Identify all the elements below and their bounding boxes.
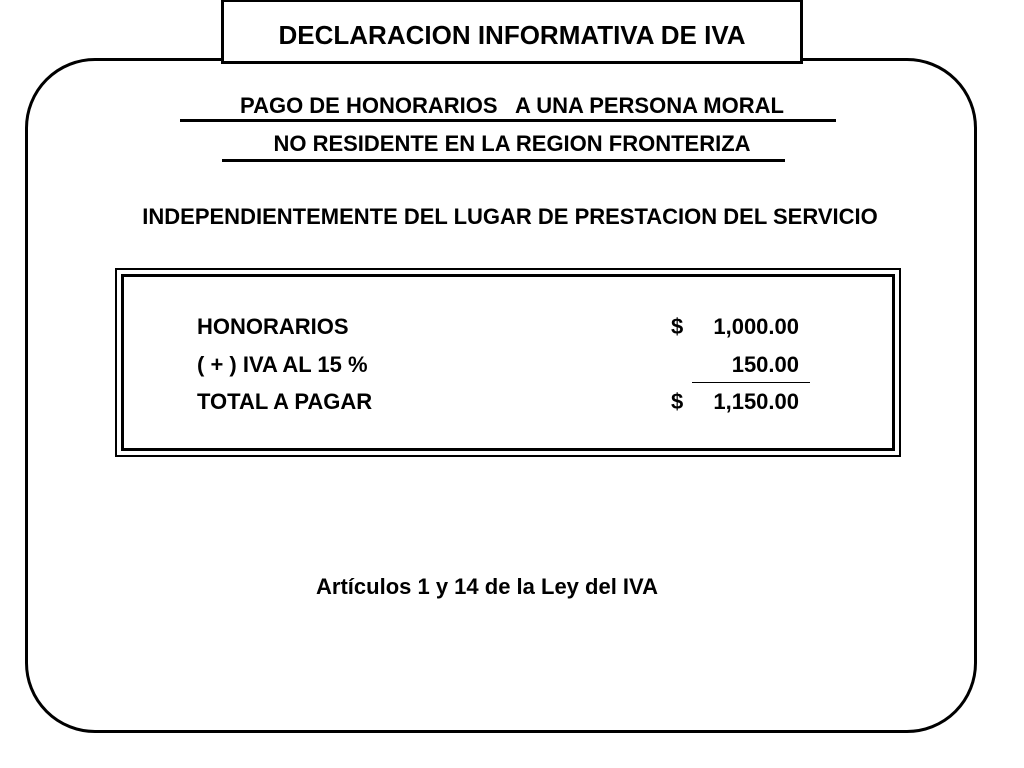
calc-row-label: ( + ) IVA AL 15 %: [197, 352, 368, 377]
sum-divider-line: [692, 382, 810, 383]
calc-row-honorarios: [197, 314, 807, 344]
calc-row-amount: 150.00: [731, 352, 799, 377]
subtitle-line-1: PAGO DE HONORARIOS A UNA PERSONA MORAL: [240, 93, 784, 118]
subtitle-underline-1: [180, 119, 836, 122]
calc-row-label: TOTAL A PAGAR: [197, 389, 373, 414]
calc-row-label: HONORARIOS: [197, 314, 349, 339]
calc-row-amount: 1,150.00: [713, 389, 799, 414]
calc-row-iva: [197, 352, 807, 382]
calc-row-amount: 1,000.00: [713, 314, 799, 339]
calc-row-currency: $: [671, 314, 684, 339]
title-box: [221, 0, 803, 64]
subtitle-underline-2: [222, 159, 785, 162]
subtitle-line-2: NO RESIDENTE EN LA REGION FRONTERIZA: [273, 131, 751, 156]
legal-reference: Artículos 1 y 14 de la Ley del IVA: [316, 574, 658, 599]
calc-row-total: [197, 389, 807, 419]
service-location-note: INDEPENDIENTEMENTE DEL LUGAR DE PRESTACION DEL SERVICIO: [142, 204, 878, 229]
page-title: DECLARACION INFORMATIVA DE IVA: [278, 20, 746, 50]
calc-row-currency: $: [671, 389, 684, 414]
